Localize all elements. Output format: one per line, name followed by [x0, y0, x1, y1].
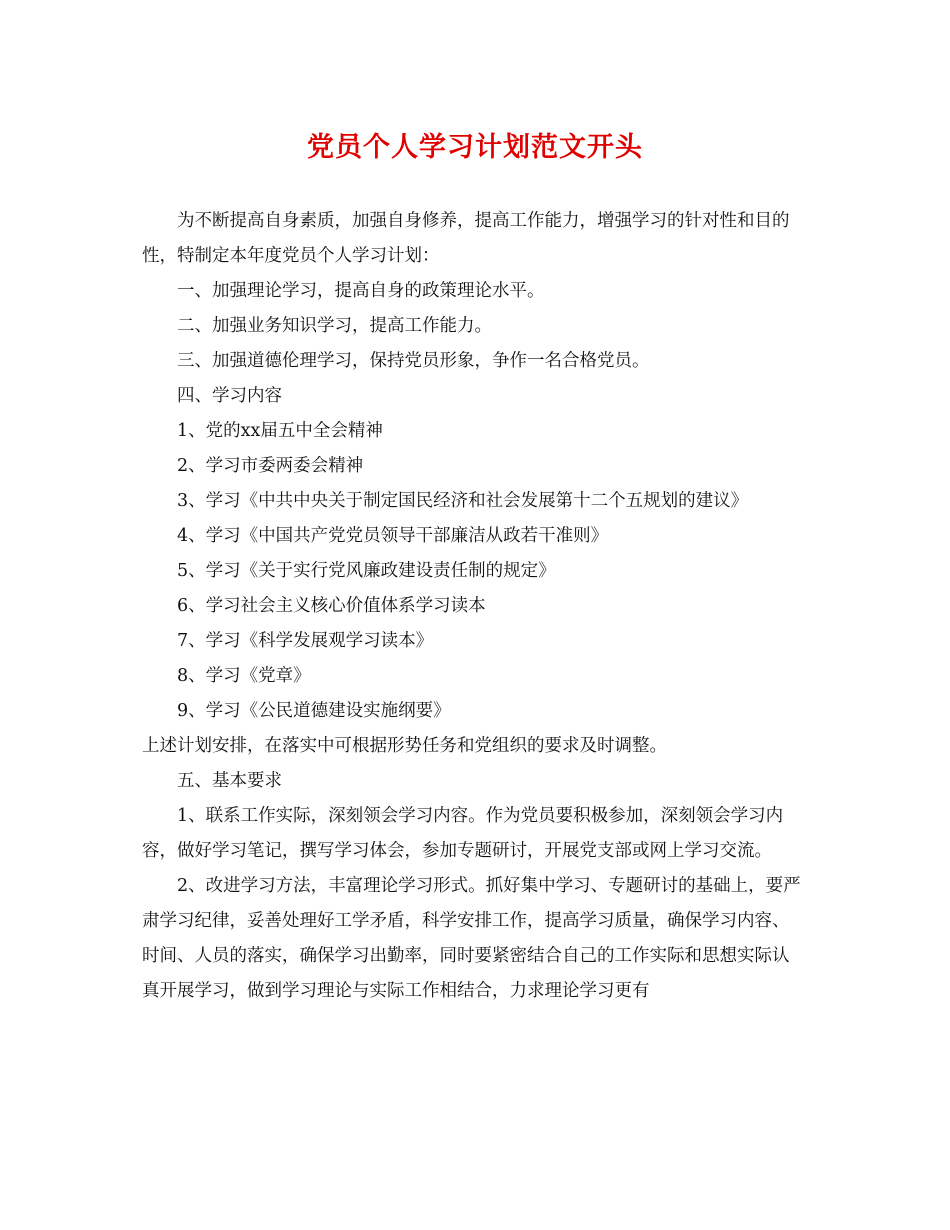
- item-business-study: 二、加强业务知识学习，提高工作能力。: [177, 316, 492, 336]
- content-item-7: 7、学习《科学发展观学习读本》: [177, 631, 434, 651]
- section-heading-requirements: 五、基本要求: [177, 771, 282, 791]
- content-item-4: 4、学习《中国共产党党员领导干部廉洁从政若干准则》: [177, 526, 609, 546]
- content-item-1: 1、党的xx届五中全会精神: [177, 421, 383, 441]
- content-item-2: 2、学习市委两委会精神: [177, 456, 364, 476]
- plan-adjustment-note: 上述计划安排，在落实中可根据形势任务和党组织的要求及时调整。: [142, 736, 667, 756]
- section-heading-content: 四、学习内容: [177, 386, 282, 406]
- content-item-8: 8、学习《党章》: [177, 666, 311, 686]
- item-ethics-study: 三、加强道德伦理学习，保持党员形象，争作一名合格党员。: [177, 351, 650, 371]
- document-title: 党员个人学习计划范文开头: [307, 132, 643, 163]
- item-theory-study: 一、加强理论学习，提高自身的政策理论水平。: [177, 281, 545, 301]
- requirement-item-2: 2、改进学习方法，丰富理论学习形式。抓好集中学习、专题研讨的基础上，要严肃学习纪律，妥善处理好工学矛盾，科学安排工作，提高学习质量，确保学习内容、时间、人员的落实，确保学习出勤率，同时要紧密结合自己的工作实际和思想实际认真开展学习，做到学习理论与实际工作相结合，力求理论学习更有: [142, 876, 801, 1001]
- content-item-9: 9、学习《公民道德建设实施纲要》: [177, 701, 451, 721]
- content-item-3: 3、学习《中共中央关于制定国民经济和社会发展第十二个五规划的建议》: [177, 491, 749, 511]
- requirement-item-1: 1、联系工作实际，深刻领会学习内容。作为党员要积极参加，深刻领会学习内容，做好学习笔记，撰写学习体会，参加专题研讨，开展党支部或网上学习交流。: [142, 806, 784, 861]
- document-body: [142, 204, 804, 1009]
- content-item-5: 5、学习《关于实行党风廉政建设责任制的规定》: [177, 561, 556, 581]
- content-item-6: 6、学习社会主义核心价值体系学习读本: [177, 596, 486, 616]
- intro-paragraph: 为不断提高自身素质，加强自身修养，提高工作能力，增强学习的针对性和目的性，特制定本年度党员个人学习计划：: [142, 211, 790, 266]
